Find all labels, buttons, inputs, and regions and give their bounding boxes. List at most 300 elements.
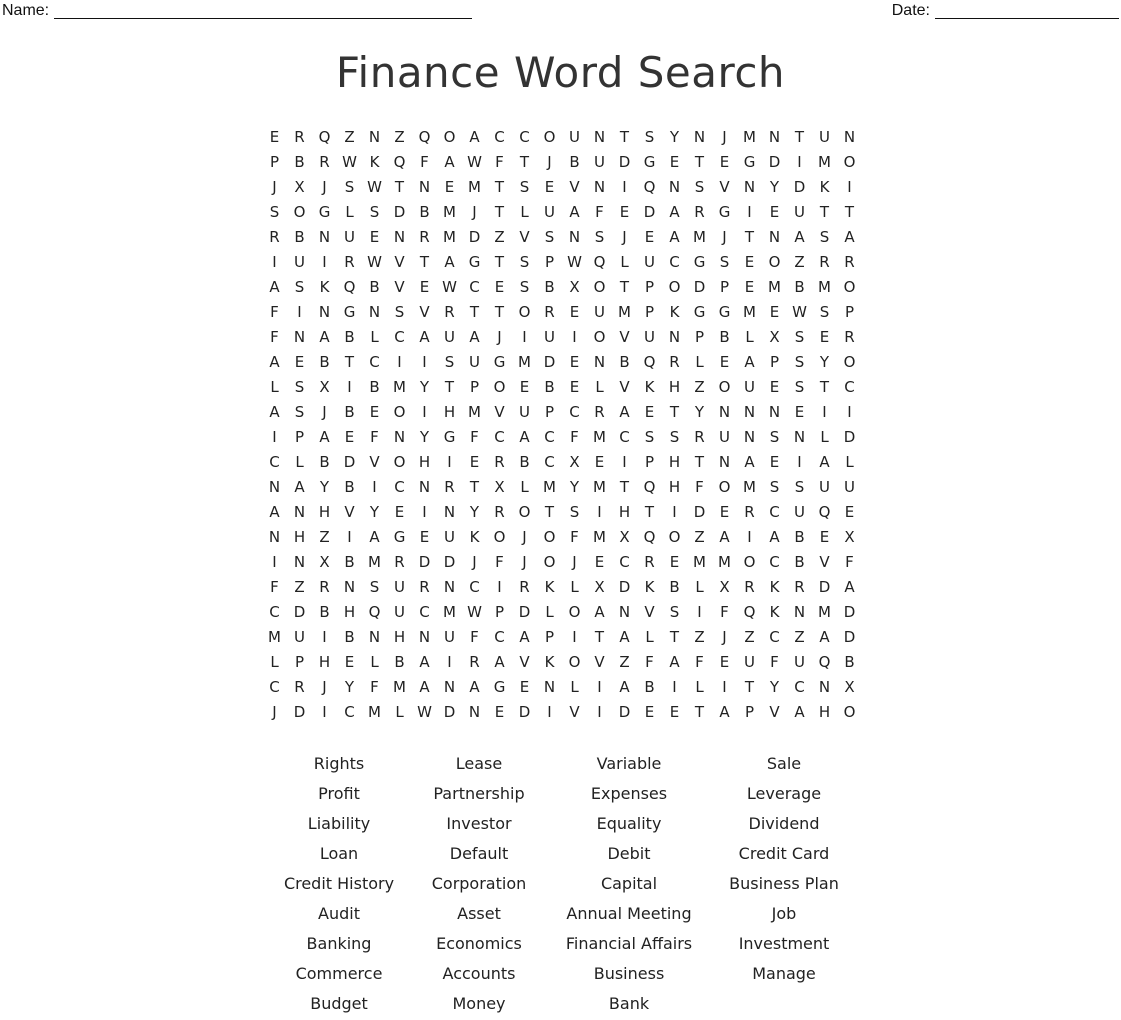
grid-cell: T xyxy=(469,478,480,496)
grid-cell: N xyxy=(693,128,706,146)
grid-cell: M xyxy=(518,353,531,371)
grid-cell: O xyxy=(843,353,856,371)
grid-cell: I xyxy=(347,528,352,546)
grid-cell: B xyxy=(544,378,555,396)
grid-cell: Z xyxy=(294,578,305,596)
grid-cell: U xyxy=(444,628,455,646)
grid-row xyxy=(262,550,862,575)
grid-cell: Y xyxy=(769,178,780,196)
grid-cell: H xyxy=(668,478,681,496)
grid-cell: O xyxy=(293,203,306,221)
word-item: Investment xyxy=(738,934,830,953)
grid-cell: Z xyxy=(794,628,805,646)
grid-cell: P xyxy=(644,303,655,321)
word-item: Asset xyxy=(457,904,501,923)
grid-cell: L xyxy=(695,578,704,596)
grid-cell: R xyxy=(494,503,505,521)
grid-cell: L xyxy=(845,453,854,471)
grid-row xyxy=(262,525,862,550)
grid-cell: J xyxy=(322,178,327,196)
grid-cell: C xyxy=(844,378,855,396)
grid-cell: T xyxy=(619,278,630,296)
grid-cell: G xyxy=(318,203,331,221)
grid-cell: A xyxy=(669,228,680,246)
grid-cell: C xyxy=(269,603,280,621)
grid-cell: J xyxy=(572,553,577,571)
grid-cell: Z xyxy=(694,628,705,646)
grid-cell: D xyxy=(643,203,656,221)
grid-cell: A xyxy=(319,428,330,446)
word-item: Profit xyxy=(318,784,360,803)
grid-cell: V xyxy=(769,703,780,721)
grid-cell: N xyxy=(268,528,281,546)
grid-cell: B xyxy=(844,653,855,671)
grid-cell: O xyxy=(668,528,681,546)
grid-cell: M xyxy=(468,178,481,196)
grid-row xyxy=(262,300,862,325)
grid-cell: A xyxy=(819,453,830,471)
grid-cell: L xyxy=(520,478,529,496)
grid-cell: G xyxy=(743,153,756,171)
grid-cell: U xyxy=(544,328,555,346)
grid-cell: F xyxy=(695,653,704,671)
grid-cell: I xyxy=(397,353,402,371)
name-label: Name: xyxy=(2,2,50,19)
grid-cell: D xyxy=(443,703,456,721)
grid-cell: D xyxy=(618,703,631,721)
grid-cell: Y xyxy=(419,428,430,446)
grid-cell: E xyxy=(769,203,780,221)
grid-cell: E xyxy=(669,703,680,721)
grid-cell: A xyxy=(519,428,530,446)
grid-cell: E xyxy=(769,303,780,321)
grid-cell: N xyxy=(718,403,731,421)
grid-cell: N xyxy=(268,478,281,496)
grid-cell: B xyxy=(369,378,380,396)
grid-cell: T xyxy=(519,153,530,171)
grid-cell: N xyxy=(368,128,381,146)
grid-cell: A xyxy=(294,478,305,496)
grid-cell: P xyxy=(494,603,505,621)
grid-cell: W xyxy=(367,253,382,271)
grid-cell: C xyxy=(769,628,780,646)
grid-cell: N xyxy=(593,178,606,196)
grid-cell: N xyxy=(793,603,806,621)
grid-cell: B xyxy=(319,453,330,471)
grid-cell: F xyxy=(495,153,504,171)
grid-cell: O xyxy=(493,528,506,546)
grid-cell: D xyxy=(443,553,456,571)
word-item: Lease xyxy=(455,754,503,773)
word-item: Job xyxy=(771,904,797,923)
grid-cell: H xyxy=(318,653,331,671)
grid-cell: N xyxy=(768,228,781,246)
grid-cell: W xyxy=(442,278,457,296)
grid-cell: L xyxy=(645,628,654,646)
grid-cell: Q xyxy=(818,503,831,521)
grid-cell: S xyxy=(769,478,780,496)
grid-cell: Y xyxy=(369,503,380,521)
grid-cell: I xyxy=(547,703,552,721)
grid-cell: N xyxy=(443,678,456,696)
date-field[interactable] xyxy=(892,2,1119,20)
grid-cell: C xyxy=(394,478,405,496)
grid-cell: U xyxy=(794,653,805,671)
grid-cell: M xyxy=(818,153,831,171)
word-item: Variable xyxy=(596,754,662,773)
grid-cell: R xyxy=(744,578,755,596)
grid-cell: M xyxy=(468,403,481,421)
grid-cell: O xyxy=(493,378,506,396)
grid-cell: I xyxy=(597,703,602,721)
grid-cell: O xyxy=(543,528,556,546)
grid-cell: N xyxy=(743,403,756,421)
grid-cell: I xyxy=(372,478,377,496)
grid-cell: R xyxy=(819,253,830,271)
grid-cell: I xyxy=(272,253,277,271)
grid-cell: L xyxy=(695,353,704,371)
grid-cell: S xyxy=(394,303,405,321)
grid-cell: V xyxy=(644,603,655,621)
grid-cell: I xyxy=(847,403,852,421)
grid-cell: I xyxy=(572,628,577,646)
grid-cell: E xyxy=(544,178,555,196)
grid-cell: T xyxy=(644,503,655,521)
grid-cell: E xyxy=(444,178,455,196)
grid-cell: D xyxy=(793,178,806,196)
grid-cell: R xyxy=(594,403,605,421)
grid-cell: N xyxy=(418,628,431,646)
grid-cell: I xyxy=(847,178,852,196)
grid-cell: B xyxy=(544,278,555,296)
grid-cell: W xyxy=(567,253,582,271)
grid-cell: E xyxy=(394,503,405,521)
grid-cell: V xyxy=(394,253,405,271)
grid-cell: J xyxy=(522,528,527,546)
grid-cell: I xyxy=(622,178,627,196)
grid-cell: K xyxy=(669,303,680,321)
grid-cell: S xyxy=(294,278,305,296)
grid-cell: X xyxy=(769,328,780,346)
grid-cell: L xyxy=(370,653,379,671)
grid-cell: L xyxy=(270,378,279,396)
grid-row xyxy=(262,500,862,525)
grid-cell: S xyxy=(519,178,530,196)
grid-cell: A xyxy=(719,703,730,721)
grid-cell: U xyxy=(744,653,755,671)
grid-cell: P xyxy=(269,153,280,171)
grid-cell: E xyxy=(794,403,805,421)
grid-cell: A xyxy=(744,453,755,471)
grid-cell: A xyxy=(669,203,680,221)
grid-cell: C xyxy=(369,353,380,371)
grid-cell: O xyxy=(543,553,556,571)
word-item: Sale xyxy=(766,754,802,773)
grid-cell: N xyxy=(668,178,681,196)
grid-cell: L xyxy=(570,678,579,696)
page-title: Finance Word Search xyxy=(335,48,786,97)
grid-cell: E xyxy=(344,653,355,671)
grid-cell: N xyxy=(768,403,781,421)
grid-cell: I xyxy=(747,528,752,546)
grid-cell: T xyxy=(619,128,630,146)
grid-cell: B xyxy=(794,553,805,571)
grid-cell: E xyxy=(594,453,605,471)
grid-cell: E xyxy=(744,253,755,271)
grid-cell: C xyxy=(344,703,355,721)
grid-cell: M xyxy=(768,278,781,296)
grid-cell: T xyxy=(619,478,630,496)
grid-cell: L xyxy=(345,203,354,221)
grid-row xyxy=(262,475,862,500)
grid-cell: I xyxy=(797,453,802,471)
grid-cell: Q xyxy=(368,603,381,621)
grid-cell: A xyxy=(844,578,855,596)
grid-cell: G xyxy=(393,528,406,546)
grid-cell: E xyxy=(344,428,355,446)
grid-cell: E xyxy=(844,503,855,521)
grid-cell: S xyxy=(369,203,380,221)
grid-cell: D xyxy=(618,153,631,171)
grid-cell: F xyxy=(695,478,704,496)
grid-cell: P xyxy=(644,278,655,296)
grid-cell: B xyxy=(394,653,405,671)
grid-cell: F xyxy=(495,553,504,571)
grid-cell: K xyxy=(819,178,830,196)
grid-cell: A xyxy=(794,703,805,721)
grid-cell: P xyxy=(544,253,555,271)
grid-cell: L xyxy=(620,253,629,271)
grid-cell: R xyxy=(519,578,530,596)
grid-cell: D xyxy=(843,603,856,621)
grid-cell: F xyxy=(570,428,579,446)
grid-cell: C xyxy=(619,428,630,446)
grid-cell: Q xyxy=(343,278,356,296)
grid-cell: M xyxy=(443,203,456,221)
grid-cell: Z xyxy=(394,128,405,146)
grid-cell: N xyxy=(393,428,406,446)
grid-cell: M xyxy=(743,128,756,146)
grid-cell: I xyxy=(747,203,752,221)
grid-cell: I xyxy=(597,503,602,521)
grid-cell: I xyxy=(622,453,627,471)
grid-cell: T xyxy=(694,153,705,171)
grid-cell: M xyxy=(368,703,381,721)
grid-cell: H xyxy=(318,503,331,521)
grid-cell: B xyxy=(344,553,355,571)
grid-cell: C xyxy=(569,403,580,421)
grid-cell: K xyxy=(644,578,655,596)
grid-cell: B xyxy=(294,228,305,246)
grid-cell: S xyxy=(294,403,305,421)
word-item: Default xyxy=(449,844,509,863)
grid-cell: U xyxy=(294,628,305,646)
grid-row xyxy=(262,650,862,675)
grid-cell: T xyxy=(344,353,355,371)
grid-cell: U xyxy=(594,153,605,171)
grid-cell: G xyxy=(693,253,706,271)
grid-cell: E xyxy=(269,128,280,146)
grid-cell: E xyxy=(594,553,605,571)
word-item: Rights xyxy=(313,754,365,773)
grid-cell: U xyxy=(819,478,830,496)
grid-cell: A xyxy=(619,403,630,421)
grid-cell: S xyxy=(719,253,730,271)
grid-cell: E xyxy=(369,228,380,246)
grid-cell: N xyxy=(768,128,781,146)
grid-cell: T xyxy=(544,503,555,521)
grid-cell: F xyxy=(470,628,479,646)
grid-cell: S xyxy=(569,503,580,521)
grid-cell: C xyxy=(769,503,780,521)
grid-cell: A xyxy=(419,328,430,346)
grid-cell: A xyxy=(794,228,805,246)
grid-cell: C xyxy=(494,428,505,446)
date-line[interactable] xyxy=(935,2,1119,19)
word-item: Expenses xyxy=(590,784,668,803)
grid-cell: R xyxy=(394,553,405,571)
grid-cell: O xyxy=(843,153,856,171)
grid-cell: Y xyxy=(819,353,830,371)
grid-cell: I xyxy=(422,403,427,421)
grid-cell: E xyxy=(419,528,430,546)
grid-cell: A xyxy=(844,228,855,246)
grid-cell: D xyxy=(843,428,856,446)
grid-cell: A xyxy=(619,628,630,646)
grid-cell: A xyxy=(369,528,380,546)
grid-cell: R xyxy=(294,128,305,146)
word-item: Loan xyxy=(319,844,359,863)
grid-cell: S xyxy=(794,328,805,346)
grid-cell: Y xyxy=(769,678,780,696)
grid-cell: X xyxy=(294,178,305,196)
grid-cell: P xyxy=(769,353,780,371)
grid-cell: O xyxy=(518,303,531,321)
grid-cell: D xyxy=(393,203,406,221)
grid-cell: X xyxy=(719,578,730,596)
word-item: Budget xyxy=(310,994,368,1013)
grid-cell: U xyxy=(719,428,730,446)
grid-cell: S xyxy=(669,428,680,446)
grid-cell: D xyxy=(418,553,431,571)
grid-cell: N xyxy=(418,478,431,496)
grid-cell: E xyxy=(519,378,530,396)
grid-cell: E xyxy=(644,228,655,246)
grid-cell: M xyxy=(593,478,606,496)
grid-cell: C xyxy=(794,678,805,696)
grid-cell: S xyxy=(294,378,305,396)
grid-cell: H xyxy=(668,453,681,471)
grid-cell: E xyxy=(519,678,530,696)
grid-cell: C xyxy=(469,578,480,596)
grid-cell: I xyxy=(447,653,452,671)
grid-cell: F xyxy=(845,553,854,571)
name-field[interactable] xyxy=(2,2,472,20)
word-item: Audit xyxy=(318,904,360,923)
grid-cell: B xyxy=(344,478,355,496)
grid-cell: V xyxy=(619,328,630,346)
grid-cell: E xyxy=(619,203,630,221)
grid-cell: U xyxy=(294,253,305,271)
grid-cell: V xyxy=(369,453,380,471)
grid-cell: Y xyxy=(469,503,480,521)
grid-cell: N xyxy=(418,178,431,196)
grid-cell: A xyxy=(444,153,455,171)
grid-cell: F xyxy=(270,303,279,321)
word-item: Bank xyxy=(608,994,650,1013)
grid-cell: R xyxy=(444,303,455,321)
grid-cell: Q xyxy=(818,653,831,671)
grid-cell: R xyxy=(844,328,855,346)
grid-cell: J xyxy=(272,178,277,196)
word-item: Economics xyxy=(436,934,522,953)
grid-cell: U xyxy=(519,403,530,421)
grid-cell: I xyxy=(322,253,327,271)
grid-cell: C xyxy=(419,603,430,621)
grid-cell: D xyxy=(518,603,531,621)
name-line[interactable] xyxy=(54,2,472,19)
grid-cell: V xyxy=(819,553,830,571)
word-item: Accounts xyxy=(442,964,516,983)
grid-cell: E xyxy=(719,353,730,371)
grid-cell: S xyxy=(544,228,555,246)
grid-cell: O xyxy=(668,278,681,296)
grid-cell: U xyxy=(394,578,405,596)
grid-cell: L xyxy=(595,378,604,396)
grid-cell: F xyxy=(720,603,729,621)
grid-cell: E xyxy=(644,703,655,721)
grid-cell: E xyxy=(769,453,780,471)
grid-cell: L xyxy=(545,603,554,621)
grid-cell: I xyxy=(722,678,727,696)
grid-cell: L xyxy=(570,578,579,596)
grid-cell: R xyxy=(644,553,655,571)
grid-row xyxy=(262,150,862,175)
grid-cell: B xyxy=(619,353,630,371)
grid-cell: A xyxy=(619,678,630,696)
grid-cell: M xyxy=(618,303,631,321)
grid-cell: P xyxy=(644,453,655,471)
grid-cell: E xyxy=(644,403,655,421)
grid-cell: B xyxy=(344,403,355,421)
grid-cell: N xyxy=(318,303,331,321)
grid-cell: F xyxy=(645,653,654,671)
grid-cell: N xyxy=(718,453,731,471)
grid-cell: T xyxy=(819,378,830,396)
grid-cell: Q xyxy=(318,128,331,146)
grid-cell: C xyxy=(619,553,630,571)
grid-cell: E xyxy=(719,503,730,521)
grid-cell: M xyxy=(443,228,456,246)
grid-row xyxy=(262,375,862,400)
grid-cell: G xyxy=(493,678,506,696)
grid-cell: M xyxy=(393,378,406,396)
grid-cell: B xyxy=(794,278,805,296)
grid-cell: I xyxy=(672,678,677,696)
grid-cell: A xyxy=(269,503,280,521)
grid-cell: B xyxy=(344,328,355,346)
grid-cell: W xyxy=(467,603,482,621)
word-item: Business xyxy=(593,964,665,983)
grid-cell: I xyxy=(272,428,277,446)
grid-cell: M xyxy=(368,553,381,571)
grid-row xyxy=(262,275,862,300)
grid-cell: L xyxy=(520,203,529,221)
grid-cell: M xyxy=(818,278,831,296)
grid-cell: T xyxy=(494,203,505,221)
grid-cell: I xyxy=(672,503,677,521)
grid-cell: C xyxy=(544,453,555,471)
